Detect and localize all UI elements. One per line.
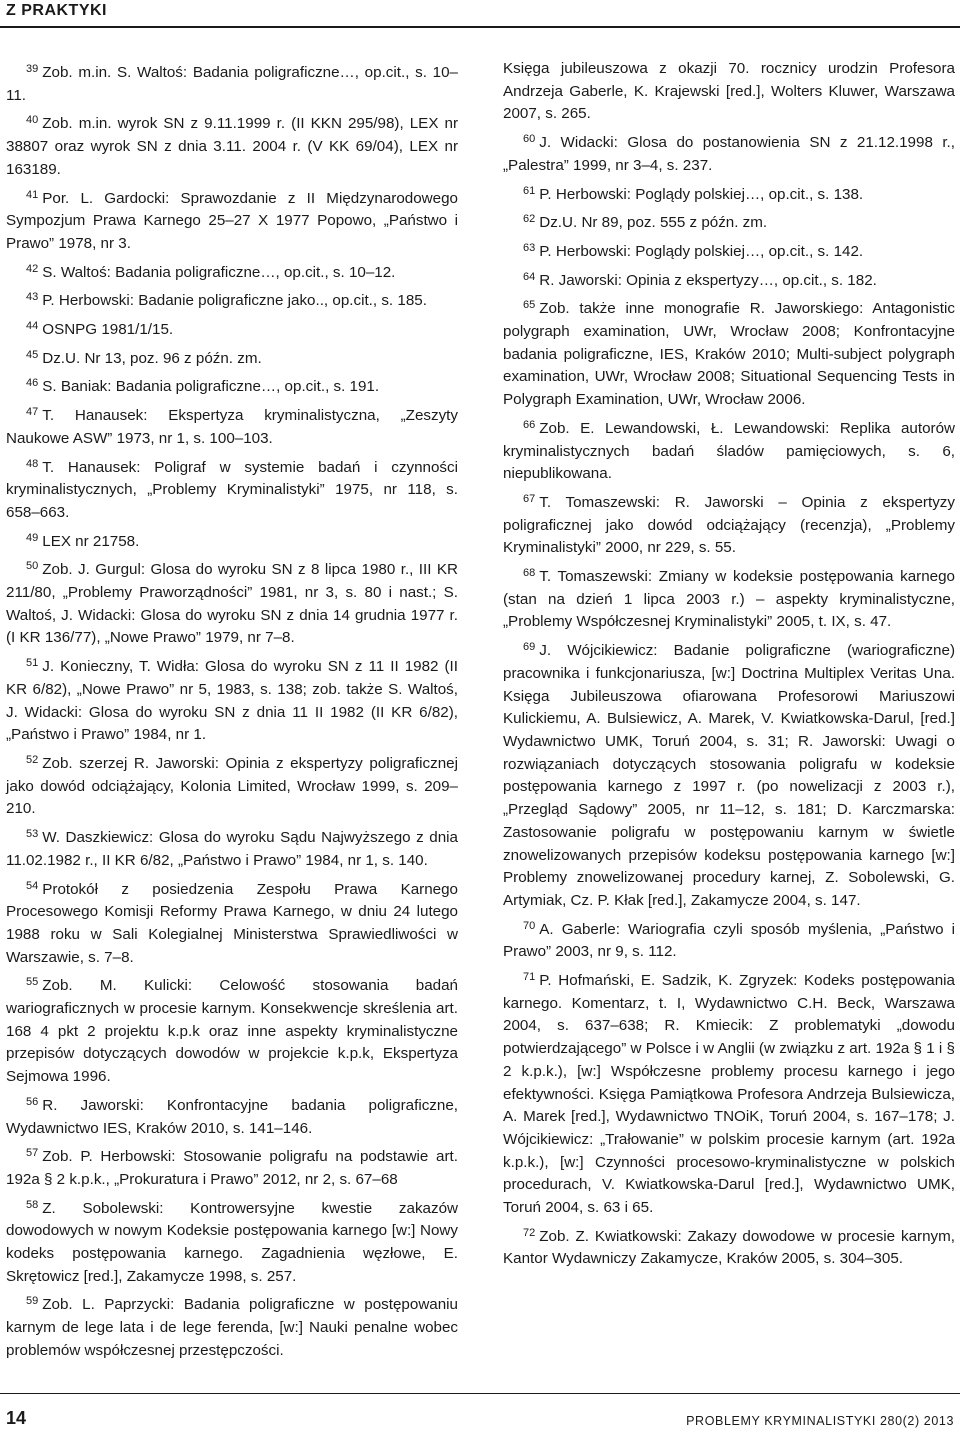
journal-name: PROBLEMY KRYMINALISTYKI 280(2) 2013 [686, 1414, 954, 1428]
footnote-text: R. Jaworski: Opinia z ekspertyzy…, op.cit., s. 182. [539, 271, 877, 289]
footnote-text: P. Hofmański, E. Sadzik, K. Zgryzek: Kodeks postępowania karnego. Komentarz, t. I, Wydawnictwo C.H. Beck, Warszawa 2004, s. 637–638; R. Kmiecik: Z problematyki „dowodu potwierdzającego” w Polsce i w Anglii (w związku z art. 192a § 1 i § 2 k.p.k.), [w:] Współczesne problemy procesu karnego i jego efektywności. Księga Pamiątkowa Profesora Andrzeja Bulsiewicza, A. Marek [red.], Wydawnictwo TNOiK, Toruń 2004, s. 167–178; J. Wójcikiewicz: „Trałowanie” w polskim procesie karnym (art. 192a k.p.k.), [w:] Czynności procesowo-kryminalistyczne w polskich procedurach, V. Kwiatkowska-Darul [red.], Wydawnictwo UMK, Toruń 2004, s. 63 i 65. [503, 972, 955, 1217]
footnote-text: Zob. M. Kulicki: Celowość stosowania badań wariograficznych w procesie karnym. Konsekwencje skreślenia art. 168 4 pkt 2 projektu k.p.k oraz inne aspekty kryminalistyczne przepisów dotyczących dowodów w projekcie k.p.k, Ekspertyza Sejmowa 1996. [6, 977, 458, 1086]
footnote-number: 44 [26, 320, 39, 333]
footnote-text: T. Tomaszewski: R. Jaworski – Opinia z ekspertyzy poligraficznej jako dowód odciążający (recenzja), „Problemy Kryminalistyki” 2000, nr 229, s. 55. [503, 493, 955, 557]
footnote-text: Dz.U. Nr 13, poz. 96 z późn. zm. [42, 349, 262, 367]
footnote [503, 208, 955, 235]
footnote-text: Dz.U. Nr 89, poz. 555 z późn. zm. [539, 214, 768, 232]
footnote-number: 48 [26, 457, 39, 470]
footnote-number: 60 [523, 133, 536, 146]
footnote [503, 562, 955, 634]
footnote [503, 294, 955, 412]
footnote [503, 414, 955, 486]
footnote [6, 315, 458, 342]
footnote-text: Zob. L. Paprzycki: Badania poligraficzne w postępowaniu karnym de lege lata i de lege ferenda, [w:] Nauki penalne wobec problemów współczesnej przestępczości. [6, 1296, 458, 1359]
footnote [503, 180, 955, 207]
footnote [6, 286, 458, 313]
footnote [503, 128, 955, 177]
footnote-number: 49 [26, 531, 39, 544]
footnote [6, 555, 458, 650]
header-rule [0, 26, 960, 28]
footnote-text: S. Baniak: Badania poligraficzne…, op.cit., s. 191. [42, 378, 380, 396]
footnote-text: P. Herbowski: Poglądy polskiej…, op.cit., s. 142. [539, 242, 864, 260]
footnote-text: Zob. E. Lewandowski, Ł. Lewandowski: Replika autorów kryminalistycznych badań śladów pamięciowych, s. 6, niepublikowana. [503, 419, 955, 483]
footnote [503, 915, 955, 964]
footnote-number: 65 [523, 299, 536, 312]
footnote-number: 68 [523, 567, 536, 580]
footnote-text: R. Jaworski: Konfrontacyjne badania poligraficzne, Wydawnictwo IES, Kraków 2010, s. 141–146. [6, 1096, 458, 1137]
footnotes-left-column [6, 58, 458, 1365]
footnote [6, 184, 458, 256]
footnote-number: 42 [26, 262, 39, 275]
footnote-text: Zob. szerzej R. Jaworski: Opinia z ekspertyzy poligraficznej jako dowód odciążający, Kolonia Limited, Wrocław 1999, s. 209–210. [6, 754, 458, 818]
footnote-number: 66 [523, 418, 536, 431]
footnote [503, 636, 955, 912]
footnote [6, 527, 458, 554]
footnote-text: Zob. m.in. wyrok SN z 9.11.1999 r. (II KKN 295/98), LEX nr 38807 oraz wyrok SN z dnia 3.11. 2004 r. (V KK 69/04), LEX nr 163189. [6, 115, 458, 178]
footnote [6, 109, 458, 181]
footnote-number: 63 [523, 241, 536, 254]
footnote [503, 58, 955, 126]
footnote-number: 55 [26, 976, 39, 989]
footnote [503, 266, 955, 293]
footnote-text: J. Wójcikiewicz: Badanie poligraficzne (wariograficzne) pracownika i funkcjonariusza, [w:] Doctrina Multiplex Veritas Una. Księga Jubileuszowa ofiarowana Profesorowi Mariuszowi Kulickiemu, A. Bulsiewicz, A. Marek, V. Kwiatkowska-Darul, [red.] Wydawnictwo UMK, Toruń 2004, s. 31; R. Jaworski: Uwagi o rozwiązaniach dotyczących stosowania poligrafu w kodeksie postępowania karnego z 1997 r. (po nowelizacji z 2003 r.), „Przegląd Sądowy” 2005, nr 11–12, s. 181; D. Karczmarska: Zastosowanie poligrafu w postępowaniu karnym w świetle znowelizowanych przepisów kodeksu postępowania karnego [w:] Problemy znowelizowanej procedury karnej, Z. Sobolewski, G. Artymiak, Cz. P. Kłak [red.], Zakamycze 2004, s. 147. [503, 642, 955, 909]
footnote-text: Zob. J. Gurgul: Glosa do wyroku SN z 8 lipca 1980 r., III KR 211/80, „Problemy Praworządności” 1981, nr 3, s. 80 i nast.; S. Waltoś, J. Widacki: Glosa do wyroku SN z dnia 14 grudnia 1977 r. (I KR 136/77), „Nowe Prawo” 1979, nr 7–8. [6, 561, 458, 647]
footnote-number: 61 [523, 184, 536, 197]
footnote-text: W. Daszkiewicz: Glosa do wyroku Sądu Najwyższego z dnia 11.02.1982 r., II KR 6/82, „Państwo i Prawo” 1984, nr 1, s. 140. [6, 829, 458, 869]
footnote-text: OSNPG 1981/1/15. [42, 321, 174, 339]
footnote-number: 54 [26, 879, 39, 892]
footnotes-right-column [503, 58, 955, 1273]
footnote-text: Zob. m.in. S. Waltoś: Badania poligraficzne…, op.cit., s. 10–11. [6, 64, 458, 104]
footnote-number: 53 [26, 828, 39, 841]
page-number: 14 [6, 1408, 27, 1428]
footnote-text: P. Herbowski: Poglądy polskiej…, op.cit., s. 138. [539, 185, 864, 203]
footnote-number: 69 [523, 641, 536, 654]
footnote-text: T. Hanausek: Ekspertyza kryminalistyczna, „Zeszyty Naukowe ASW” 1973, nr 1, s. 100–103. [6, 407, 458, 447]
footnote-number: 43 [26, 291, 39, 304]
footnote-text: Księga jubileuszowa z okazji 70. rocznicy urodzin Profesora Andrzeja Gaberle, K. Krajewski [red.], Wolters Kluwer, Warszawa 2007, s. 265. [503, 60, 955, 123]
footnote [6, 823, 458, 872]
footnote-number: 41 [26, 188, 39, 201]
footnote [6, 652, 458, 747]
footnote-number: 45 [26, 348, 39, 361]
footnote-number: 59 [26, 1295, 39, 1308]
footnote-number: 51 [26, 657, 39, 670]
footnote [503, 1222, 955, 1271]
footnote [6, 1290, 458, 1362]
footnote [6, 344, 458, 371]
footnote [503, 966, 955, 1220]
section-header [0, 0, 960, 30]
footnote [503, 237, 955, 264]
footnote [6, 58, 458, 107]
footnote [6, 372, 458, 399]
footnote-number: 70 [523, 919, 536, 932]
footnote-text: Zob. także inne monografie R. Jaworskiego: Antagonistic polygraph examination, UWr, Wrocław 2008; Konfrontacyjne badania poligraficzne, IES, Kraków 2010; Multi-subject polygraph examination, UWr, Wrocław 2008; Situational Sequencing Tests in Polygraph Examination, UWr, Wrocław 2006. [503, 300, 955, 409]
footnote [503, 488, 955, 560]
footnote-text: A. Gaberle: Wariografia czyli sposób myślenia, „Państwo i Prawo” 2003, nr 9, s. 112. [503, 920, 955, 961]
footnote-number: 62 [523, 213, 536, 226]
footnote-text: P. Herbowski: Badanie poligraficzne jako.., op.cit., s. 185. [42, 292, 427, 310]
footnote [6, 1091, 458, 1140]
footnote-text: T. Tomaszewski: Zmiany w kodeksie postępowania karnego (stan na dzień 1 lipca 2003 r.) – aspekty kryminalistyczne, „Problemy Współczesnej Kryminalistyki” 2005, t. IX, s. 47. [503, 568, 955, 631]
footnote-text: LEX nr 21758. [42, 532, 140, 550]
footnote-text: T. Hanausek: Poligraf w systemie badań i czynności kryminalistycznych, „Problemy Kryminalistyki” 1975, nr 118, s. 658–663. [6, 458, 458, 521]
footnote-text: Z. Sobolewski: Kontrowersyjne kwestie zakazów dowodowych w nowym Kodeksie postępowania karnego [w:] Nowy kodeks postępowania karnego. Zagadnienia węzłowe, E. Skrętowicz [red.], Zakamycze 1998, s. 257. [6, 1199, 458, 1285]
footer-rule [0, 1393, 960, 1394]
footnote-text: J. Konieczny, T. Widła: Glosa do wyroku SN z 11 II 1982 (II KR 6/82), „Nowe Prawo” nr 5, 1983, s. 138; zob. także S. Waltoś, J. Widacki: Glosa do wyroku SN z dnia 11 II 1982 (II KR 6/82), „Państwo i Prawo” 1984, nr 1. [6, 658, 458, 744]
footnote [6, 1142, 458, 1191]
footnote-text: Zob. P. Herbowski: Stosowanie poligrafu na podstawie art. 192a § 2 k.p.k., „Prokuratura i Prawo” 2012, nr 2, s. 67–68 [6, 1148, 458, 1188]
footnote [6, 971, 458, 1089]
footnote [6, 1194, 458, 1289]
footnote-number: 57 [26, 1147, 39, 1160]
footnote-number: 56 [26, 1095, 39, 1108]
footnote-text: S. Waltoś: Badania poligraficzne…, op.cit., s. 10–12. [42, 263, 396, 281]
footnote-number: 52 [26, 753, 39, 766]
footnote-text: Protokół z posiedzenia Zespołu Prawa Karnego Procesowego Komisji Reformy Prawa Karnego, w dniu 24 lutego 1988 roku w Sali Kolegialnej Ministerstwa Sprawiedliwości w Warszawie, s. 7–8. [6, 880, 458, 966]
footnote-number: 71 [523, 971, 536, 984]
footnote-text: J. Widacki: Glosa do postanowienia SN z 21.12.1998 r., „Palestra” 1999, nr 3–4, s. 237. [503, 134, 955, 174]
footnote-number: 39 [26, 63, 39, 75]
footnote-number: 58 [26, 1198, 39, 1211]
footnote [6, 875, 458, 970]
footnote [6, 453, 458, 525]
footnote [6, 749, 458, 821]
footnote [6, 401, 458, 450]
footnote-number: 46 [26, 377, 39, 390]
footnote-number: 50 [26, 560, 39, 573]
footnote-number: 72 [523, 1226, 536, 1239]
footnote-number: 67 [523, 492, 536, 505]
footnote-number: 64 [523, 270, 536, 283]
footnote-number: 40 [26, 114, 39, 127]
footnote-number: 47 [26, 406, 39, 419]
footnote-text: Zob. Z. Kwiatkowski: Zakazy dowodowe w procesie karnym, Kantor Wydawniczy Zakamycze, Kraków 2005, s. 304–305. [503, 1227, 955, 1268]
section-title: Z PRAKTYKI [6, 2, 107, 19]
footnote [6, 258, 458, 285]
footnote-text: Por. L. Gardocki: Sprawozdanie z II Międzynarodowego Sympozjum Prawa Karnego 25–27 X 1977 Popowo, „Państwo i Prawo” 1978, nr 3. [6, 189, 458, 252]
